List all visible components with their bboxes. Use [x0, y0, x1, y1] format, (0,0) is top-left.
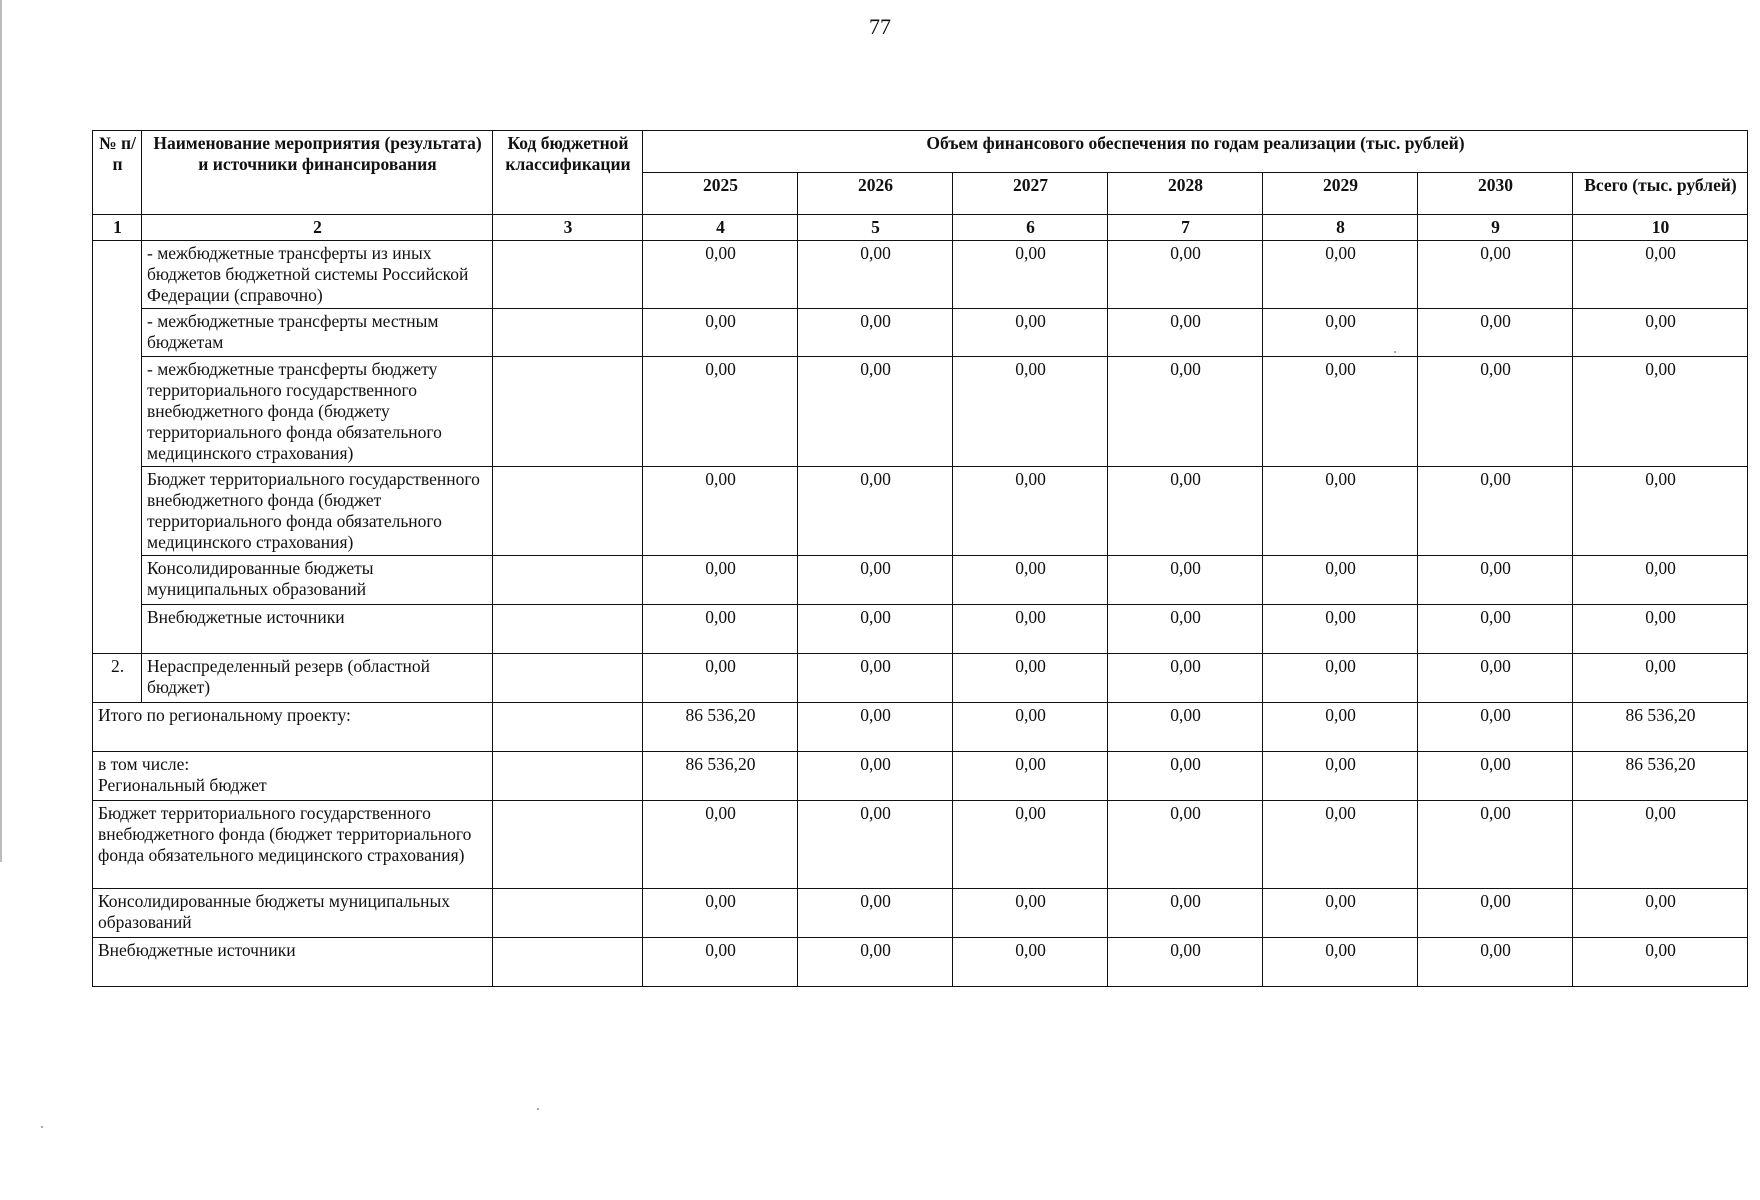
value-cell: 0,00 — [798, 467, 953, 556]
value-cell: 0,00 — [1263, 467, 1418, 556]
row-name — [93, 752, 493, 801]
value-cell: 0,00 — [1108, 889, 1263, 938]
column-index: 10 — [1573, 215, 1748, 241]
value-cell: 0,00 — [953, 467, 1108, 556]
row-code — [493, 467, 643, 556]
row-name: Внебюджетные источники — [93, 938, 493, 987]
column-index: 8 — [1263, 215, 1418, 241]
value-cell: 0,00 — [1108, 801, 1263, 889]
row-code — [493, 801, 643, 889]
page-number: 77 — [869, 14, 891, 39]
finance-table — [92, 130, 1748, 987]
value-cell: 0,00 — [643, 654, 798, 703]
value-cell: 0,00 — [643, 357, 798, 467]
value-cell: 0,00 — [798, 241, 953, 309]
value-cell: 0,00 — [1263, 703, 1418, 752]
value-cell: 0,00 — [1263, 309, 1418, 357]
value-cell: 0,00 — [643, 556, 798, 605]
value-cell: 0,00 — [1418, 605, 1573, 654]
value-cell: 0,00 — [1108, 241, 1263, 309]
value-cell: 0,00 — [1108, 703, 1263, 752]
total-cell: 86 536,20 — [1573, 752, 1748, 801]
row-code — [493, 938, 643, 987]
header-funding-volume: Объем финансового обеспечения по годам реализации (тыс. рублей) — [643, 131, 1748, 173]
row-name: - межбюджетные трансферты из иных бюджетов бюджетной системы Российской Федерации (справочно) — [142, 241, 493, 309]
value-cell: 0,00 — [1418, 889, 1573, 938]
row-code — [493, 654, 643, 703]
header-name: Наименование мероприятия (результата) и источники финансирования — [142, 131, 493, 215]
column-index: 9 — [1418, 215, 1573, 241]
total-cell: 0,00 — [1573, 654, 1748, 703]
row-name: Консолидированные бюджеты муниципальных образований — [93, 889, 493, 938]
column-index: 5 — [798, 215, 953, 241]
row-code — [493, 241, 643, 309]
row-name: Внебюджетные источники — [142, 605, 493, 654]
value-cell: 0,00 — [798, 703, 953, 752]
table-header — [93, 131, 1748, 241]
value-cell: 0,00 — [953, 703, 1108, 752]
header-year: 2026 — [798, 173, 953, 215]
column-index: 4 — [643, 215, 798, 241]
table-body — [93, 241, 1748, 987]
row-name: Бюджет территориального государственного внебюджетного фонда (бюджет территориального фонда обязательного медицинского страхования) — [93, 801, 493, 889]
header-year: 2027 — [953, 173, 1108, 215]
value-cell: 0,00 — [1418, 703, 1573, 752]
value-cell: 0,00 — [798, 801, 953, 889]
row-code — [493, 357, 643, 467]
scan-speck — [41, 1126, 43, 1128]
header-total: Всего (тыс. рублей) — [1573, 173, 1748, 215]
total-cell: 0,00 — [1573, 801, 1748, 889]
row-code — [493, 556, 643, 605]
row-name: Бюджет территориального государственного внебюджетного фонда (бюджет территориального фонда обязательного медицинского страхования) — [142, 467, 493, 556]
total-cell: 86 536,20 — [1573, 703, 1748, 752]
value-cell: 0,00 — [798, 309, 953, 357]
value-cell: 0,00 — [953, 241, 1108, 309]
row-code — [493, 752, 643, 801]
table-row — [93, 654, 1748, 703]
table-row-summary — [93, 801, 1748, 889]
row-name: Нераспределенный резерв (областной бюджет) — [142, 654, 493, 703]
table-row — [93, 605, 1748, 654]
value-cell: 0,00 — [798, 654, 953, 703]
value-cell: 0,00 — [953, 309, 1108, 357]
value-cell: 0,00 — [643, 801, 798, 889]
total-cell: 0,00 — [1573, 605, 1748, 654]
value-cell: 0,00 — [643, 467, 798, 556]
value-cell: 0,00 — [1418, 654, 1573, 703]
column-index: 6 — [953, 215, 1108, 241]
value-cell: 86 536,20 — [643, 703, 798, 752]
row-number-cell — [93, 241, 142, 654]
row-number: 2. — [93, 654, 142, 703]
row-name-line: Региональный бюджет — [98, 775, 267, 795]
header-code: Код бюджетной классификации — [493, 131, 643, 215]
value-cell: 0,00 — [953, 938, 1108, 987]
table-row — [93, 467, 1748, 556]
value-cell: 0,00 — [1263, 357, 1418, 467]
table-row-summary — [93, 889, 1748, 938]
value-cell: 0,00 — [643, 605, 798, 654]
total-cell: 0,00 — [1573, 357, 1748, 467]
value-cell: 0,00 — [953, 556, 1108, 605]
value-cell: 0,00 — [1418, 467, 1573, 556]
row-name-line: в том числе: — [98, 754, 190, 774]
total-cell: 0,00 — [1573, 889, 1748, 938]
row-code — [493, 309, 643, 357]
row-code — [493, 605, 643, 654]
row-name: - межбюджетные трансферты местным бюджетам — [142, 309, 493, 357]
value-cell: 0,00 — [1263, 889, 1418, 938]
total-cell: 0,00 — [1573, 309, 1748, 357]
value-cell: 0,00 — [1418, 556, 1573, 605]
column-index: 1 — [93, 215, 142, 241]
value-cell: 0,00 — [1108, 467, 1263, 556]
value-cell: 0,00 — [953, 605, 1108, 654]
table-row-summary — [93, 752, 1748, 801]
value-cell: 0,00 — [1418, 752, 1573, 801]
value-cell: 0,00 — [1418, 241, 1573, 309]
header-year: 2029 — [1263, 173, 1418, 215]
value-cell: 0,00 — [1108, 605, 1263, 654]
page-edge-line — [0, 0, 2, 862]
value-cell: 0,00 — [1263, 801, 1418, 889]
value-cell: 0,00 — [953, 357, 1108, 467]
value-cell: 0,00 — [1108, 309, 1263, 357]
value-cell: 0,00 — [643, 309, 798, 357]
value-cell: 0,00 — [953, 654, 1108, 703]
header-year: 2025 — [643, 173, 798, 215]
value-cell: 0,00 — [798, 605, 953, 654]
value-cell: 0,00 — [798, 889, 953, 938]
row-name: Консолидированные бюджеты муниципальных образований — [142, 556, 493, 605]
value-cell: 0,00 — [1108, 357, 1263, 467]
table-row — [93, 556, 1748, 605]
value-cell: 0,00 — [798, 357, 953, 467]
column-index: 3 — [493, 215, 643, 241]
value-cell: 0,00 — [1263, 752, 1418, 801]
value-cell: 0,00 — [1108, 556, 1263, 605]
header-year: 2028 — [1108, 173, 1263, 215]
table-row — [93, 357, 1748, 467]
value-cell: 0,00 — [1263, 654, 1418, 703]
total-cell: 0,00 — [1573, 467, 1748, 556]
value-cell: 0,00 — [643, 889, 798, 938]
value-cell: 0,00 — [798, 556, 953, 605]
header-number: № п/п — [93, 131, 142, 215]
value-cell: 0,00 — [953, 801, 1108, 889]
table-row-summary — [93, 703, 1748, 752]
row-code — [493, 703, 643, 752]
row-code — [493, 889, 643, 938]
value-cell: 0,00 — [1263, 605, 1418, 654]
total-cell: 0,00 — [1573, 556, 1748, 605]
value-cell: 0,00 — [1263, 556, 1418, 605]
row-name: Итого по региональному проекту: — [93, 703, 493, 752]
value-cell: 0,00 — [953, 889, 1108, 938]
value-cell: 0,00 — [953, 752, 1108, 801]
value-cell: 0,00 — [1263, 938, 1418, 987]
value-cell: 0,00 — [643, 938, 798, 987]
column-index: 7 — [1108, 215, 1263, 241]
value-cell: 0,00 — [1108, 938, 1263, 987]
total-cell: 0,00 — [1573, 938, 1748, 987]
value-cell: 0,00 — [1418, 938, 1573, 987]
value-cell: 86 536,20 — [643, 752, 798, 801]
value-cell: 0,00 — [643, 241, 798, 309]
total-cell: 0,00 — [1573, 241, 1748, 309]
table-row — [93, 309, 1748, 357]
value-cell: 0,00 — [1263, 241, 1418, 309]
value-cell: 0,00 — [798, 938, 953, 987]
header-year: 2030 — [1418, 173, 1573, 215]
scan-speck — [537, 1108, 539, 1110]
row-name: - межбюджетные трансферты бюджету территориального государственного внебюджетного фонда (бюджету территориального фонда обязательного медицинского страхования) — [142, 357, 493, 467]
table-row — [93, 241, 1748, 309]
value-cell: 0,00 — [1108, 654, 1263, 703]
value-cell: 0,00 — [1418, 801, 1573, 889]
value-cell: 0,00 — [1418, 309, 1573, 357]
table-row-summary — [93, 938, 1748, 987]
value-cell: 0,00 — [1418, 357, 1573, 467]
value-cell: 0,00 — [798, 752, 953, 801]
column-index: 2 — [142, 215, 493, 241]
value-cell: 0,00 — [1108, 752, 1263, 801]
